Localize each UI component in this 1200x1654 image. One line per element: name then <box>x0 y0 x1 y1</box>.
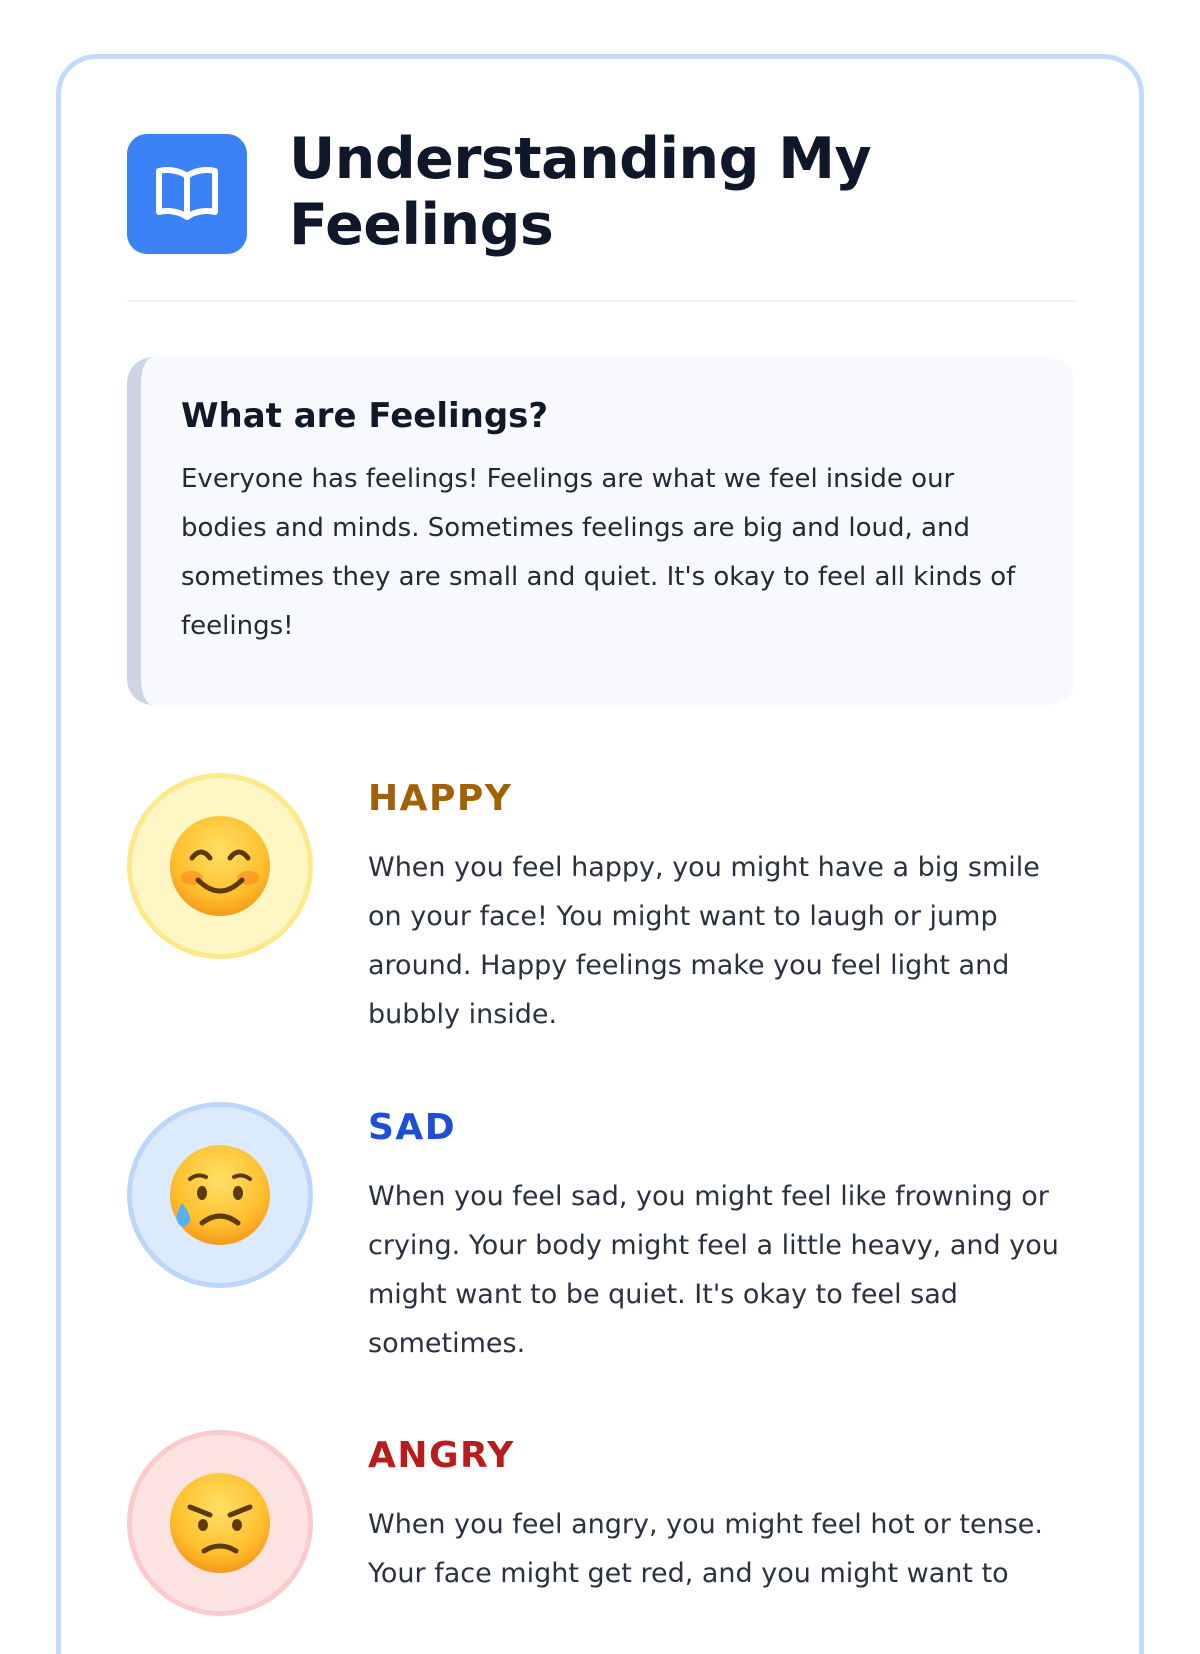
angry-emoji-circle <box>127 1430 313 1616</box>
feeling-text-happy: When you feel happy, you might have a big smile on your face! You might want to laugh or jump around. Happy feelings make you feel light and bubbly inside. <box>368 852 1040 1030</box>
feeling-text-sad: When you feel sad, you might feel like frowning or crying. Your body might feel a little heavy, and you might want to be quiet. It's okay to feel sad sometimes. <box>368 1181 1059 1359</box>
intro-callout <box>127 357 1075 705</box>
book-logo <box>127 134 247 254</box>
happy-emoji-circle <box>127 773 313 959</box>
header-divider <box>127 300 1075 302</box>
sad-face-with-sweat-icon <box>168 1143 272 1247</box>
intro-heading: What are Feelings? <box>181 396 549 436</box>
feeling-name-sad: SAD <box>368 1107 457 1148</box>
angry-face-icon <box>168 1471 272 1575</box>
feeling-name-happy: HAPPY <box>368 778 513 819</box>
smiling-face-icon <box>168 814 272 918</box>
feeling-name-angry: ANGRY <box>368 1435 515 1476</box>
sad-emoji-circle <box>127 1102 313 1288</box>
header <box>127 126 1077 258</box>
page-title: Understanding My Feelings <box>289 126 872 258</box>
open-book-icon <box>155 164 219 224</box>
feeling-text-angry: When you feel angry, you might feel hot or tense. Your face might get red, and you might want to <box>368 1509 1043 1589</box>
intro-text: Everyone has feelings! Feelings are what we feel inside our bodies and minds. Sometimes feelings are big and loud, and sometimes they are small and quiet. It's okay to feel all kinds of feelings! <box>181 464 1016 641</box>
